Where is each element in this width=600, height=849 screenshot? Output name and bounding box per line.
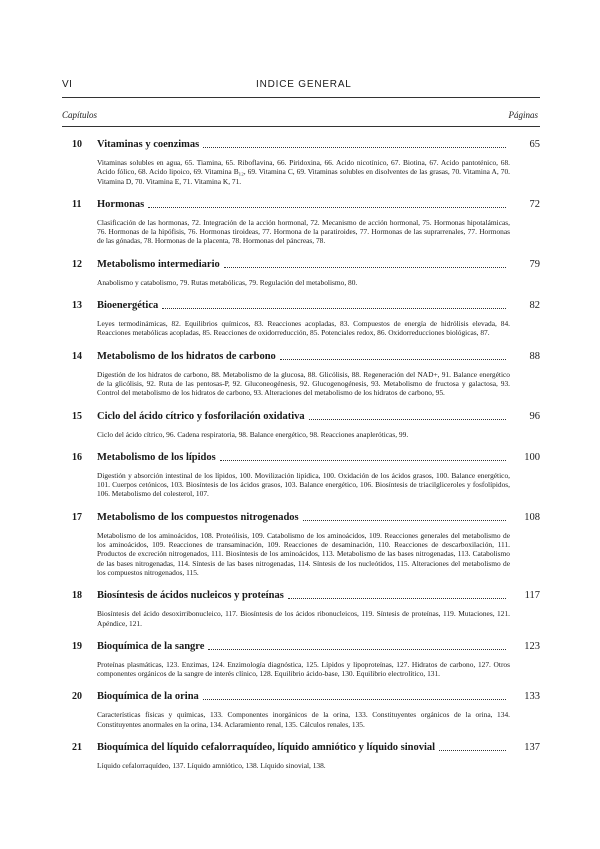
chapter-number: 17	[72, 511, 82, 523]
chapter-title: Ciclo del ácido cítrico y fosforilación oxidativa	[97, 410, 305, 422]
toc-entry-heading	[62, 641, 540, 656]
toc-entry-heading	[62, 411, 540, 426]
chapter-subtopics: Líquido cefalorraquídeo, 137. Líquido amniótico, 138. Líquido sinovial, 138.	[97, 761, 326, 771]
chapter-title: Bioquímica del líquido cefalorraquídeo, líquido amniótico y líquido sinovial	[97, 742, 436, 754]
chapter-number: 16	[72, 451, 82, 463]
toc-entry-heading	[62, 452, 540, 467]
chapter-page: 72	[529, 198, 540, 210]
chapter-number: 15	[72, 410, 82, 422]
chapter-page: 137	[524, 742, 540, 754]
chapter-subtopics: Digestión de los hidratos de carbono, 88. Metabolismo de la glucosa, 88. Glicólisis, 88. Regeneración del NAD+, 91. Balance energético de la glicólisis, 92. Ruta de las pentosas-P, 92. Gluconeogénesis, 92. Glucogenogénesis, 93. Metabolismo de fructosa y galactosa, 93. Control del metabolismo de los hidratos de carbono, 93. Alteraciones del metabolismo de los hidratos de carbono, 95.	[97, 369, 510, 398]
chapter-number: 21	[72, 742, 82, 754]
toc-entry	[62, 139, 540, 186]
chapter-page: 108	[524, 511, 540, 523]
toc-entry-heading	[62, 300, 540, 315]
chapter-number: 12	[72, 258, 82, 270]
chapter-number: 13	[72, 300, 82, 312]
toc-entry-heading	[62, 691, 540, 706]
chapter-title: Vitaminas y coenzimas	[97, 139, 200, 150]
chapter-number: 11	[72, 198, 82, 210]
dot-leader	[280, 359, 506, 360]
dot-leader	[203, 147, 506, 148]
chapter-page: 100	[524, 451, 540, 463]
chapter-page: 65	[529, 139, 540, 150]
toc-entry	[62, 590, 540, 628]
chapter-page: 88	[529, 350, 540, 362]
chapter-page: 79	[529, 258, 540, 270]
toc-entry	[62, 259, 540, 287]
chapter-title: Metabolismo de los lípidos	[97, 451, 216, 463]
toc-entry-heading	[62, 351, 540, 366]
toc-entry	[62, 411, 540, 439]
page-number: VI	[62, 79, 73, 90]
chapter-page: 117	[524, 590, 540, 602]
header-rule	[62, 97, 540, 98]
chapter-page: 123	[524, 640, 540, 652]
column-rule	[62, 126, 540, 127]
table-of-contents	[62, 139, 540, 783]
chapter-page: 82	[529, 300, 540, 312]
dot-leader	[303, 520, 506, 521]
chapter-subtopics: Características físicas y químicas, 133. Componentes inorgánicos de la orina, 133. Constituyentes orgánicos de la orina, 134. Constituyentes anormales en la orina, 134. Aclaramiento renal, 135. Cálculos renales, 135.	[97, 710, 510, 729]
chapter-subtopics: Anabolismo y catabolismo, 79. Rutas metabólicas, 79. Regulación del metabolismo, 80.	[97, 277, 358, 287]
chapter-subtopics: Metabolismo de los aminoácidos, 108. Proteólisis, 109. Catabolismo de los aminoácidos, 109. Reacciones generales del metabolismo de los aminoácidos, 109. Reacciones de transaminación, 109. Reacciones de desaminación, 110. Reacciones de descarboxilación, 111. Productos de excreción nitrogenados, 111. Biosíntesis de los aminoácidos, 113. Metabolismo de las bases nitrogenadas, 113. Catabolismo de las bases nitrogenadas, 114. Síntesis de las bases nitrogenadas, 114. Síntesis de los nucleótidos, 115. Alteraciones del metabolismo de los compuestos nitrogenados, 115.	[97, 530, 510, 577]
chapter-subtopics: Clasificación de las hormonas, 72. Integración de la acción hormonal, 72. Mecanismo de acción hormonal, 75. Hormonas hipotalámicas, 76. Hormonas de la hipófisis, 76. Hormonas tiroideas, 77. Hormona de la paratiroides, 77. Hormonas de las suprarrenales, 77. Hormonas de las gónadas, 78. Hormonas de la placenta, 78. Hormonas del páncreas, 78.	[97, 217, 510, 246]
toc-entry	[62, 300, 540, 338]
chapter-title: Hormonas	[97, 198, 145, 210]
chapter-page: 133	[524, 691, 540, 703]
toc-entry	[62, 452, 540, 499]
toc-entry	[62, 512, 540, 577]
chapter-number: 14	[72, 350, 82, 362]
column-label-pages: Páginas	[508, 110, 538, 120]
chapter-number: 10	[72, 139, 82, 150]
dot-leader	[208, 649, 506, 650]
chapter-title: Biosíntesis de ácidos nucleicos y proteínas	[97, 590, 284, 602]
chapter-page: 96	[529, 410, 540, 422]
dot-leader	[224, 267, 506, 268]
toc-entry-heading	[62, 742, 540, 757]
toc-entry-heading	[62, 512, 540, 527]
chapter-subtopics: Digestión y absorción intestinal de los lípidos, 100. Movilización lipídica, 100. Oxidación de los ácidos grasos, 100. Balance energético, 101. Cuerpos cetónicos, 103. Biosíntesis de los ácidos grasos, 103. Balance energético, 106. Biosíntesis de triacilgliceroles y fosfolípidos, 106. Metabolismo del colesterol, 107.	[97, 470, 510, 499]
toc-entry	[62, 199, 540, 246]
chapter-number: 18	[72, 590, 82, 602]
dot-leader	[288, 598, 506, 599]
column-label-chapters: Capítulos	[62, 110, 98, 120]
dot-leader	[203, 699, 506, 700]
chapter-title: Bioquímica de la sangre	[97, 640, 205, 652]
dot-leader	[439, 750, 506, 751]
toc-entry-heading	[62, 199, 540, 214]
dot-leader	[148, 207, 506, 208]
toc-entry-heading	[62, 259, 540, 274]
toc-entry	[62, 351, 540, 398]
chapter-number: 19	[72, 640, 82, 652]
chapter-subtopics: Vitaminas solubles en agua, 65. Tiamina, 65. Riboflavina, 66. Piridoxina, 66. Acido nicotínico, 67. Biotina, 67. Acido pantoténico, 68. Acido fólico, 68. Acido lipoico, 69. Vitamina B₁₂, 69. Vitamina C, 69. Vitaminas solubles en disolventes de las grasas, 70. Vitamina A, 70. Vitamina D, 70. Vitamina E, 71. Vitamina K, 71.	[97, 158, 510, 186]
chapter-title: Metabolismo de los compuestos nitrogenados	[97, 511, 299, 523]
chapter-subtopics: Proteínas plasmáticas, 123. Enzimas, 124. Enzimología diagnóstica, 125. Lípidos y lipoproteínas, 127. Hidratos de carbono, 127. Otros componentes orgánicos de la sangre de interés clínico, 128. Equilibrio ácido-base, 130. Equilibrio electrolítico, 131.	[97, 659, 510, 679]
toc-entry-heading	[62, 590, 540, 605]
chapter-subtopics: Ciclo del ácido cítrico, 96. Cadena respiratoria, 98. Balance energético, 98. Reacciones anapleróticas, 99.	[97, 429, 409, 439]
chapter-title: Metabolismo intermediario	[97, 258, 220, 270]
chapter-subtopics: Leyes termodinámicas, 82. Equilibrios químicos, 83. Reacciones acopladas, 83. Compuestos de energía de hidrólisis elevada, 84. Reacciones metabólicas acopladas, 85. Reacciones de oxidorreducción, 85. Potenciales redox, 86. Oxidorreducciones biológicas, 87.	[97, 319, 510, 338]
chapter-number: 20	[72, 691, 82, 703]
toc-entry	[62, 742, 540, 770]
chapter-title: Bioenergética	[97, 300, 159, 312]
chapter-title: Bioquímica de la orina	[97, 691, 199, 703]
running-title: INDICE GENERAL	[256, 79, 352, 90]
chapter-title: Metabolismo de los hidratos de carbono	[97, 350, 276, 362]
dot-leader	[309, 419, 506, 420]
toc-entry	[62, 641, 540, 679]
chapter-subtopics: Biosíntesis del ácido desoxirribonucleico, 117. Biosíntesis de los ácidos ribonucleicos, 119. Síntesis de proteínas, 119. Mutaciones, 121. Apéndice, 121.	[97, 609, 510, 628]
toc-entry	[62, 691, 540, 729]
toc-entry-heading	[62, 139, 540, 154]
dot-leader	[162, 308, 506, 309]
dot-leader	[220, 460, 506, 461]
